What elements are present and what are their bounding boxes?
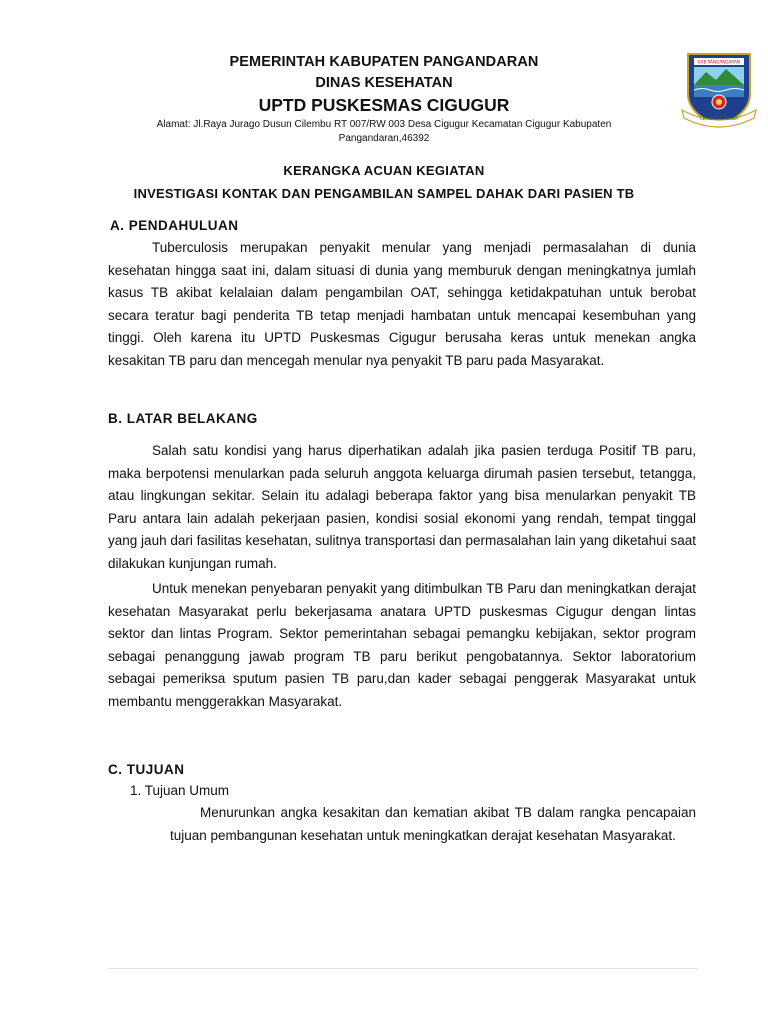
section-b-paragraph-2: Untuk menekan penyebaran penyakit yang ditimbulkan TB Paru dan meningkatkan derajat kesehatan Masyarakat perlu bekerjasama anatara UPTD puskesmas Cigugur dengan lintas sektor dan lintas Program. Sektor pemerintahan sebagai pemangku kebijakan, sektor program sebagai penanggung jawab program TB paru berikut pengobatannya. Sektor laboratorium sebagai pemeriksa sputum pasien TB paru,dan kader sebagai penggerak Masyarakat untuk membantu menggerakkan Masyarakat.: [108, 581, 696, 709]
section-b-paragraph-1: Salah satu kondisi yang harus diperhatikan adalah jika pasien terduga Positif TB paru, maka berpotensi menularkan pada seluruh anggota keluarga dirumah pasien tersebut, tetangga, atau lingkungan sekitar. Selain itu adalagi beberapa faktor yang bisa menularkan penyakit TB Paru antara lain adalah pekerjaan pasien, kondisi sosial ekonomi yang rendah, tempat tinggal yang jauh dari fasilitas kesehatan, sulitnya transportasi dan permasalahan lain yang diketahui saat dilakukan kunjungan rumah.: [108, 443, 696, 571]
section-c-heading: C. TUJUAN: [108, 762, 185, 777]
doc-subtitle: INVESTIGASI KONTAK DAN PENGAMBILAN SAMPEL DAHAK DARI PASIEN TB: [133, 186, 635, 201]
page-footer-divider: [108, 968, 698, 969]
regency-logo: [680, 50, 758, 130]
header-department: DINAS KESEHATAN: [315, 75, 453, 91]
section-c-item-1: 1. Tujuan Umum: [130, 783, 230, 798]
section-a-heading: A. PENDAHULUAN: [110, 218, 239, 233]
doc-title: KERANGKA ACUAN KEGIATAN: [283, 163, 485, 178]
logo-banner-text: KAB PANGANDARAN: [698, 59, 740, 65]
header-puskesmas: UPTD PUSKESMAS CIGUGUR: [258, 95, 510, 115]
header-government: PEMERINTAH KABUPATEN PANGANDARAN: [229, 54, 539, 70]
section-b-heading: B. LATAR BELAKANG: [108, 411, 258, 426]
header-address: Alamat: Jl.Raya Jurago Dusun Cilembu RT 007/RW 003 Desa Cigugur Kecamatan Cigugur Kabupaten Pangandaran,46392: [156, 119, 612, 144]
section-c-paragraph: Menurunkan angka kesakitan dan kematian akibat TB dalam rangka pencapaian tujuan pembangunan kesehatan untuk meningkatkan derajat kesehatan Masyarakat.: [170, 805, 696, 843]
section-a-paragraph: Tuberculosis merupakan penyakit menular yang menjadi permasalahan di dunia kesehatan hingga saat ini, dalam situasi di dunia yang memburuk dengan meningkatnya jumlah kasus TB akibat kelalaian dalam pengambilan OAT, sehingga ketidakpatuhan untuk berobat secara teratur bagi penderita TB tetap menjadi hambatan untuk mencapai kesembuhan yang tinggi. Oleh karena itu UPTD Puskesmas Cigugur berusaha keras untuk menekan angka kesakitan TB paru dan mencegah menular nya penyakit TB paru pada Masyarakat.: [108, 240, 696, 368]
logo-ribbon-text: LEMBUR KAWIDA: [699, 117, 739, 122]
